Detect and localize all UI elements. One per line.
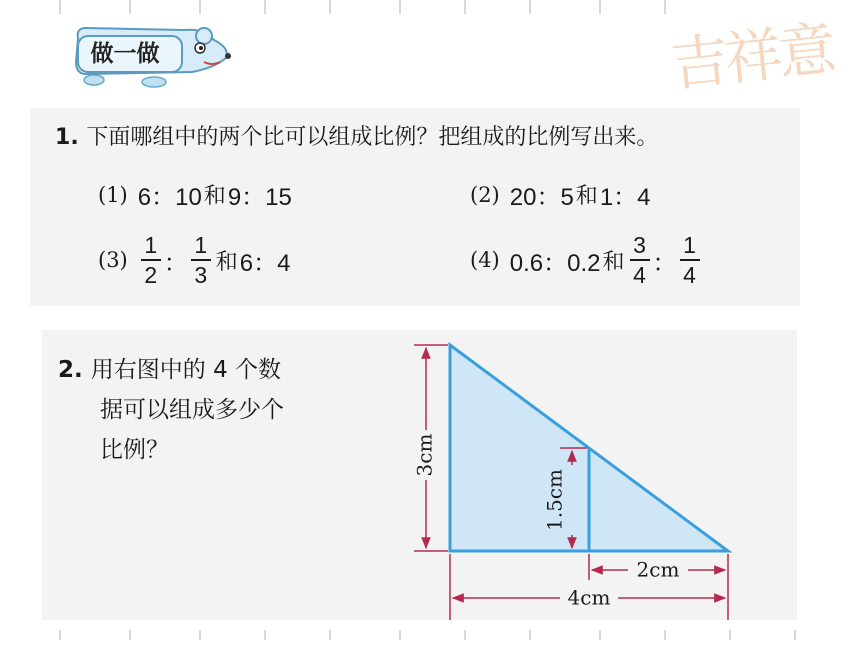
triangle-diagram [400, 330, 760, 620]
label-3cm: 3cm [412, 433, 437, 477]
badge-label: 做一做 [90, 41, 160, 67]
dimension-4cm [450, 554, 725, 620]
item-index: (1) [98, 182, 128, 207]
fraction [630, 232, 650, 288]
numerator: 1 [194, 232, 208, 258]
question-text: 下面哪组中的两个比可以组成比例？把组成的比例写出来。 [86, 125, 659, 150]
denominator: 4 [633, 262, 646, 288]
q1-item-4 [470, 232, 703, 288]
fraction [191, 232, 211, 288]
ratio-a: 0.6：0.2 [509, 249, 601, 277]
question-number: 2 [58, 357, 75, 383]
prompt-line-3: 比例？ [100, 437, 169, 463]
item-index: (4) [470, 248, 500, 272]
numerator: 1 [683, 232, 696, 258]
denominator: 3 [194, 262, 208, 288]
connector: 和 [602, 249, 625, 275]
question-1-prompt: 1. 下面哪组中的两个比可以组成比例？把组成的比例写出来。 [55, 125, 659, 150]
ratio-a: 20：5 [509, 184, 574, 211]
connector: 和 [203, 184, 226, 209]
ratio-b: 1：4 [599, 184, 651, 211]
q1-item-1 [98, 177, 292, 212]
label-4cm: 4cm [567, 585, 611, 610]
colon: ： [163, 249, 188, 277]
question-2-prompt [58, 350, 358, 470]
item-index: (3) [98, 248, 128, 272]
colon: ： [652, 249, 677, 277]
fraction [141, 232, 161, 288]
label-2cm: 2cm [636, 557, 680, 582]
denominator: 4 [683, 262, 696, 288]
numerator: 1 [144, 232, 158, 258]
q1-item-2 [470, 177, 651, 212]
connector: 和 [215, 249, 238, 275]
ratio-a: 6：10 [137, 184, 202, 211]
watermark: 吉祥意 [667, 14, 836, 100]
ratio-b: 6：4 [239, 249, 291, 277]
numerator: 3 [633, 232, 646, 258]
label-1-5cm: 1.5cm [542, 469, 567, 531]
denominator: 2 [144, 262, 158, 288]
ratio-b: 9：15 [227, 184, 292, 211]
prompt-line-1: 2. 用右图中的 4 个数 [58, 357, 282, 383]
prompt-line-2: 据可以组成多少个 [100, 397, 284, 423]
question-number: 1 [55, 125, 71, 150]
q1-item-3 [98, 232, 290, 288]
dimension-3cm [413, 345, 449, 551]
connector: 和 [575, 184, 598, 209]
item-index: (2) [470, 182, 500, 207]
fraction [680, 232, 700, 288]
